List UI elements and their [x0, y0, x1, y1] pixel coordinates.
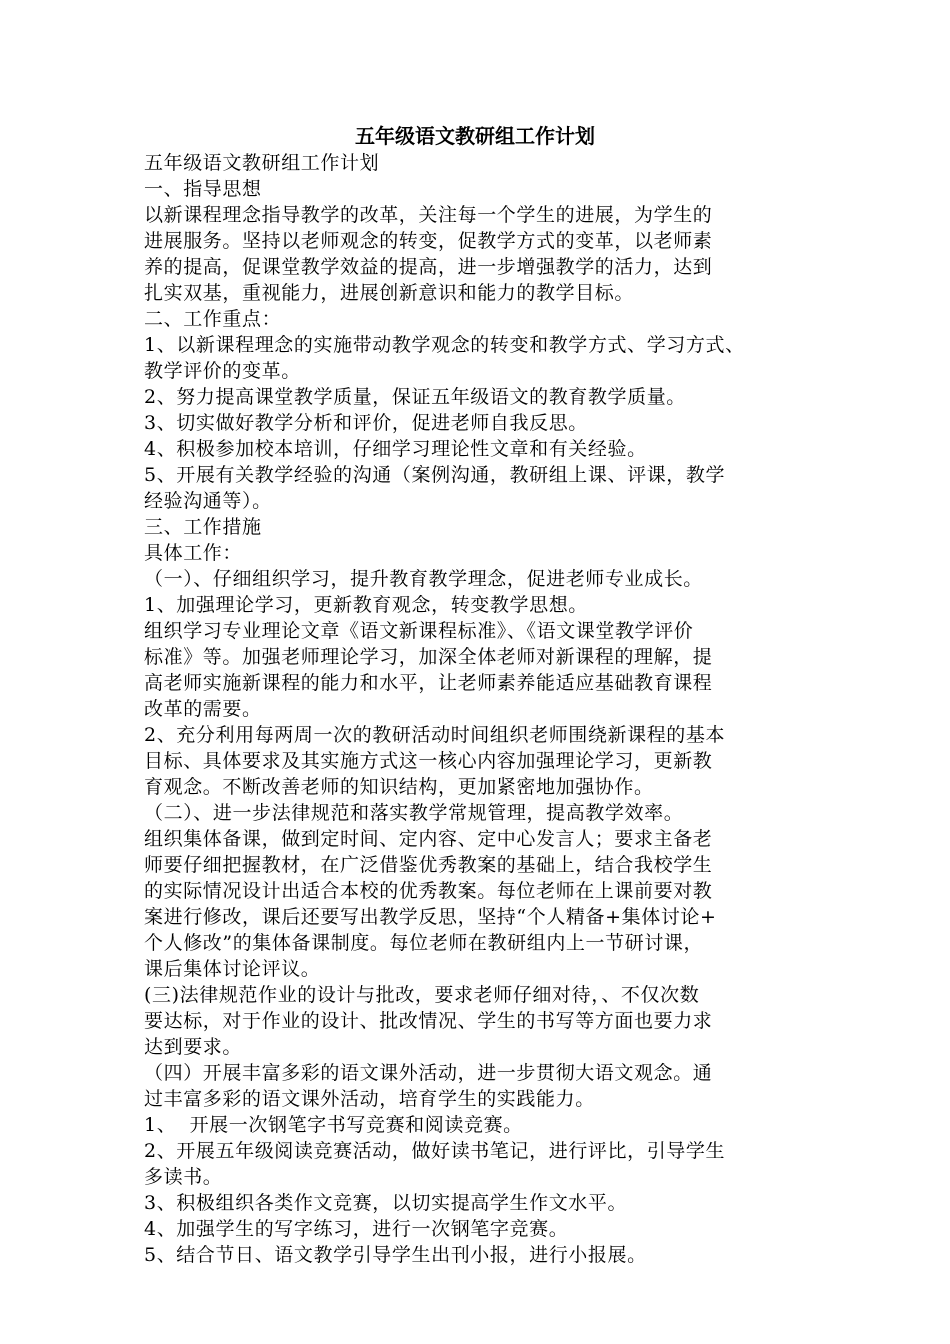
text-line: 养的提高，促课堂教学效益的提高，进一步增强教学的活力，达到	[144, 256, 713, 278]
document-body	[144, 150, 824, 1268]
text-line: 1、加强理论学习，更新教育观念，转变教学思想。	[144, 594, 588, 616]
text-line: 3、切实做好教学分析和评价，促进老师自我反思。	[144, 412, 588, 434]
text-line: 过丰富多彩的语文课外活动，培育学生的实践能力。	[144, 1088, 595, 1110]
text-line: 一、指导思想	[144, 178, 262, 200]
text-line: 组织学习专业理论文章《语文新课程标准》、《语文课堂教学评价	[144, 620, 694, 642]
text-line: 的实际情况设计出适合本校的优秀教案。每位老师在上课前要对教	[144, 880, 713, 902]
text-line: 改革的需要。	[144, 698, 262, 720]
text-line: 三、工作措施	[144, 516, 262, 538]
text-line: （四）开展丰富多彩的语文课外活动，进一步贯彻大语文观念。通	[144, 1062, 713, 1084]
text-line: 以新课程理念指导教学的改革，关注每一个学生的进展，为学生的	[144, 204, 713, 226]
text-line: 扎实双基，重视能力，进展创新意识和能力的教学目标。	[144, 282, 635, 304]
text-line: 多读书。	[144, 1166, 223, 1188]
text-line: 5、结合节日、语文教学引导学生出刊小报，进行小报展。	[144, 1244, 647, 1266]
text-line: 4、加强学生的写字练习，进行一次钢笔字竞赛。	[144, 1218, 569, 1240]
text-line: （一）、仔细组织学习，提升教育教学理念，促进老师专业成长。	[144, 568, 703, 590]
text-line: 经验沟通等）。	[144, 490, 272, 512]
text-line: 高老师实施新课程的能力和水平，让老师素养能适应基础教育课程	[144, 672, 713, 694]
text-line: 1、 开展一次钢笔字书写竞赛和阅读竞赛。	[144, 1114, 523, 1136]
text-line: 组织集体备课，做到定时间、定内容、定中心发言人；要求主备老	[144, 828, 713, 850]
text-line: 师要仔细把握教材，在广泛借鉴优秀教案的基础上，结合我校学生	[144, 854, 713, 876]
text-line: 5、开展有关教学经验的沟通（案例沟通，教研组上课、评课，教学	[144, 464, 726, 486]
text-line: 2、开展五年级阅读竞赛活动，做好读书笔记，进行评比，引导学生	[144, 1140, 726, 1162]
text-line: 个人修改”的集体备课制度。每位老师在教研组内上一节研讨课，	[144, 932, 704, 954]
document-title: 五年级语文教研组工作计划	[355, 124, 595, 148]
text-line: 进展服务。坚持以老师观念的转变，促教学方式的变革，以老师素	[144, 230, 713, 252]
text-line: 二、工作重点：	[144, 308, 282, 330]
text-line: 育观念。不断改善老师的知识结构，更加紧密地加强协作。	[144, 776, 654, 798]
text-line: 2、努力提高课堂教学质量，保证五年级语文的教育教学质量。	[144, 386, 686, 408]
text-line: （二）、进一步法律规范和落实教学常规管理，提高教学效率。	[144, 802, 684, 824]
text-line: 2、充分利用每两周一次的教研活动时间组织老师围绕新课程的基本	[144, 724, 726, 746]
text-line: 1、以新课程理念的实施带动教学观念的转变和教学方式、学习方式、	[144, 334, 745, 356]
text-line: 标准》等。加强老师理论学习，加深全体老师对新课程的理解，提	[144, 646, 713, 668]
text-line: 案进行修改，课后还要写出教学反思，坚持“个人精备+集体讨论+	[144, 906, 717, 928]
text-line: 要达标，对于作业的设计、批改情况、学生的书写等方面也要力求	[144, 1010, 713, 1032]
text-line: (三)法律规范作业的设计与批改，要求老师仔细对待，、不仅次数	[144, 984, 700, 1006]
text-line: 4、积极参加校本培训，仔细学习理论性文章和有关经验。	[144, 438, 647, 460]
text-line: 3、积极组织各类作文竞赛，以切实提高学生作文水平。	[144, 1192, 628, 1214]
text-line: 具体工作：	[144, 542, 243, 564]
text-line: 课后集体讨论评议。	[144, 958, 321, 980]
text-line: 五年级语文教研组工作计划	[144, 152, 380, 174]
text-line: 达到要求。	[144, 1036, 243, 1058]
text-line: 教学评价的变革。	[144, 360, 301, 382]
text-line: 目标、具体要求及其实施方式这一核心内容加强理论学习，更新教	[144, 750, 713, 772]
